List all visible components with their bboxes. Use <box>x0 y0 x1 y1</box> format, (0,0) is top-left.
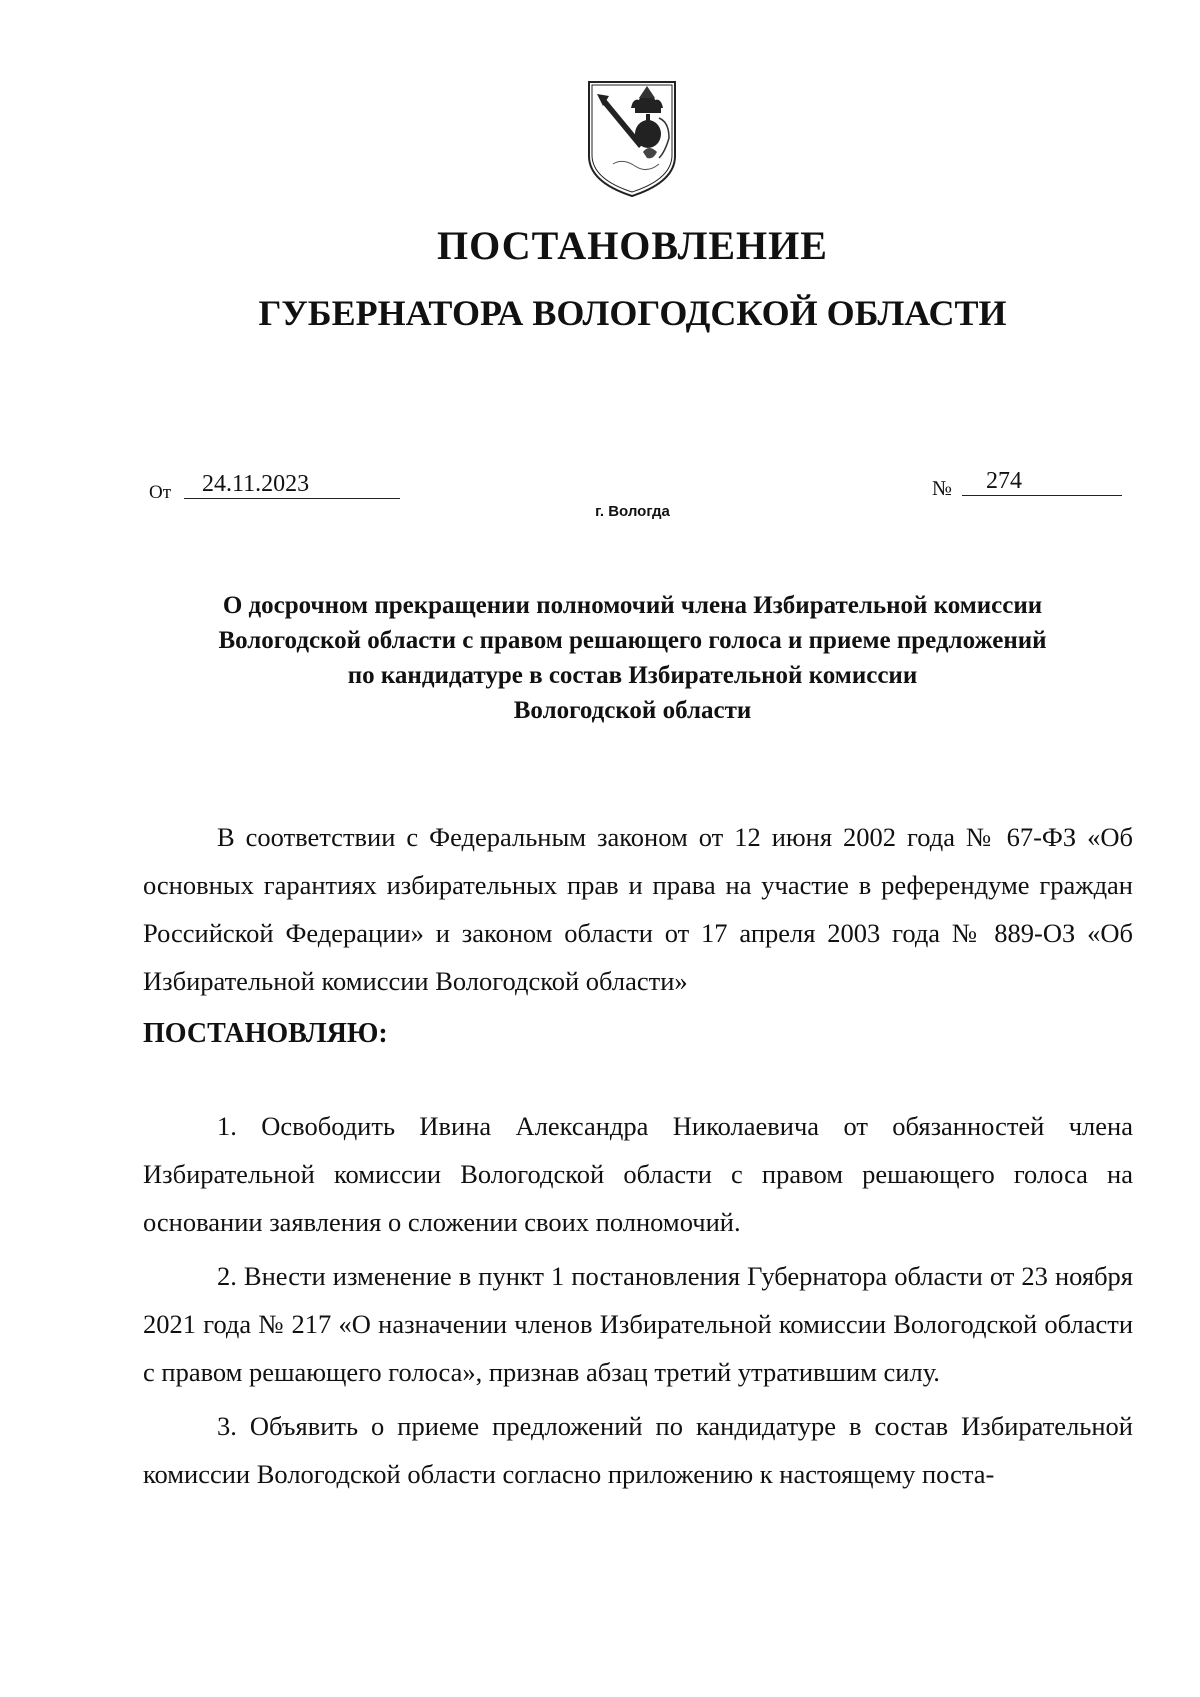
coat-of-arms-icon <box>583 78 681 200</box>
subject-line: О досрочном прекращении полномочий члена Избирательной комиссии <box>222 592 1043 619</box>
document-number: 274 <box>962 467 1122 496</box>
document-title: ПОСТАНОВЛЕНИЕ <box>437 223 828 268</box>
document-subject <box>120 588 1145 728</box>
decree-item-2: 2. Внести изменение в пункт 1 постановления Губернатора области от 23 ноября 2021 года № 217 «О назначении членов Избирательной комиссии Вологодской области с правом решающего голоса», признав абзац третий утратившим силу. <box>143 1261 1133 1387</box>
subject-line: по кандидатуре в состав Избирательной комиссии <box>347 662 918 689</box>
preamble-paragraph: В соответствии с Федеральным законом от 12 июня 2002 года № 67-ФЗ «Об основных гарантиях избирательных прав и права на участие в референдуме граждан Российской Федерации» и законом области от 17 апреля 2003 года № 889-ОЗ «Об Избирательной комиссии Вологодской области» <box>143 822 1133 996</box>
subject-line: Вологодской области с правом решающего голоса и приеме предложений <box>218 627 1047 654</box>
decree-item-3: 3. Объявить о приеме предложений по кандидатуре в состав Избирательной комиссии Вологодской области согласно приложению к настоящему поста- <box>143 1411 1133 1489</box>
preamble <box>143 813 1133 1005</box>
decree-item-1: 1. Освободить Ивина Александра Николаевича от обязанностей члена Избирательной комиссии Вологодской области с правом решающего голоса на основании заявления о сложении своих полномочий. <box>143 1111 1133 1237</box>
decree-items <box>143 1102 1133 1498</box>
document-date: 24.11.2023 <box>184 470 400 499</box>
subject-line: Вологодской области <box>513 697 752 724</box>
number-label: № <box>932 476 953 500</box>
city: г. Вологда <box>595 503 670 520</box>
date-label: От <box>149 482 172 503</box>
document-subtitle: ГУБЕРНАТОРА ВОЛОГОДСКОЙ ОБЛАСТИ <box>258 293 1007 333</box>
decree-heading: ПОСТАНОВЛЯЮ: <box>143 1018 388 1049</box>
